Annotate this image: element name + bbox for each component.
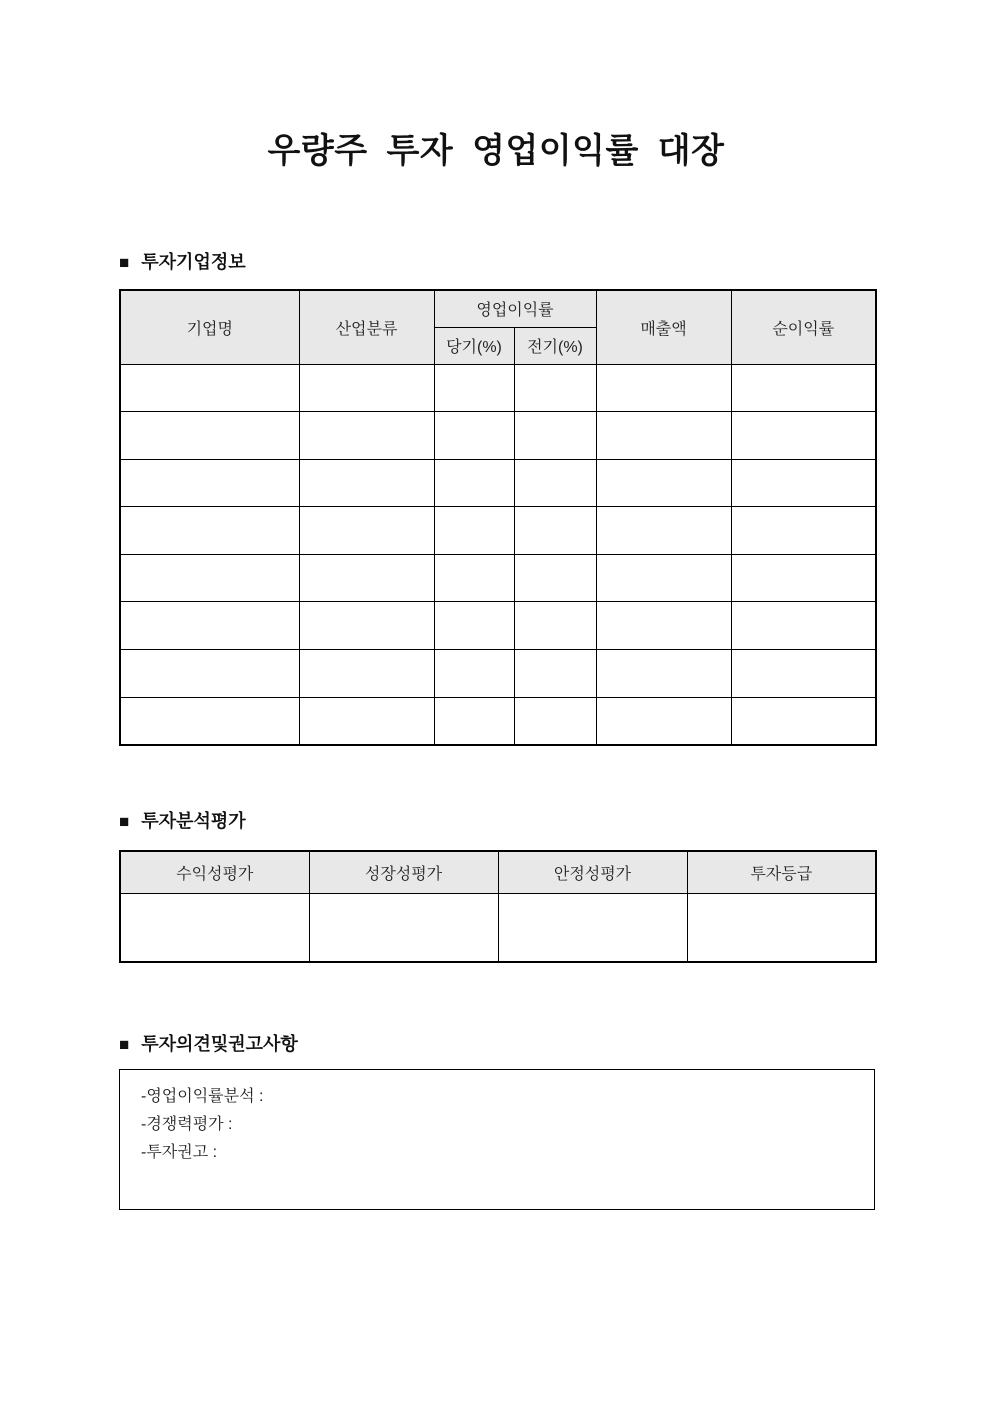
empty-cell — [596, 412, 731, 460]
header-row-top — [120, 290, 876, 327]
empty-cell — [596, 364, 731, 412]
empty-cell — [120, 602, 299, 650]
section-heading-company-info-label: 투자기업정보 — [141, 252, 246, 272]
empty-cell — [514, 459, 596, 507]
empty-cell — [299, 554, 434, 602]
empty-cell — [299, 507, 434, 555]
empty-cell — [299, 459, 434, 507]
column-header-growth: 성장성평가 — [309, 851, 498, 893]
empty-cell — [514, 697, 596, 745]
column-header-industry: 산업분류 — [299, 290, 434, 364]
empty-cell — [731, 459, 876, 507]
empty-cell — [434, 507, 514, 555]
empty-cell — [120, 554, 299, 602]
empty-cell — [514, 364, 596, 412]
empty-cell — [309, 893, 498, 962]
document-title: 우량주 투자 영업이익률 대장 — [267, 132, 725, 170]
empty-cell — [120, 459, 299, 507]
empty-cell — [434, 650, 514, 698]
empty-cell — [434, 554, 514, 602]
empty-cell — [120, 507, 299, 555]
company-info-table-body — [120, 364, 876, 745]
empty-cell — [120, 364, 299, 412]
section-heading-opinion — [119, 1033, 298, 1055]
opinion-line-investment-recommendation: -투자권고 : — [141, 1144, 218, 1161]
table-row — [120, 697, 876, 745]
section-heading-analysis — [119, 810, 246, 832]
empty-cell — [596, 650, 731, 698]
header-row — [120, 851, 876, 893]
analysis-table-body — [120, 893, 876, 962]
empty-cell — [514, 507, 596, 555]
empty-cell — [498, 893, 687, 962]
section-heading-company-info — [119, 251, 246, 273]
empty-cell — [434, 602, 514, 650]
empty-cell — [299, 364, 434, 412]
column-header-stability: 안정성평가 — [498, 851, 687, 893]
section-heading-opinion-label: 투자의견및권고사항 — [141, 1034, 298, 1054]
empty-cell — [596, 459, 731, 507]
column-header-company-name: 기업명 — [120, 290, 299, 364]
column-header-current-period: 당기(%) — [434, 327, 514, 364]
square-bullet-icon: ■ — [119, 811, 130, 831]
opinion-box — [119, 1069, 875, 1210]
empty-cell — [120, 893, 309, 962]
empty-cell — [434, 364, 514, 412]
opinion-line-competitiveness-evaluation: -경쟁력평가 : — [141, 1116, 233, 1133]
empty-cell — [596, 602, 731, 650]
empty-cell — [299, 697, 434, 745]
empty-cell — [514, 602, 596, 650]
table-row — [120, 602, 876, 650]
empty-cell — [120, 650, 299, 698]
column-header-investment-grade: 투자등급 — [687, 851, 876, 893]
empty-cell — [299, 412, 434, 460]
company-info-table — [119, 289, 877, 746]
analysis-table-header — [120, 851, 876, 893]
table-row — [120, 364, 876, 412]
empty-cell — [596, 554, 731, 602]
table-row — [120, 507, 876, 555]
table-row — [120, 893, 876, 962]
empty-cell — [434, 697, 514, 745]
column-header-net-margin: 순이익률 — [731, 290, 876, 364]
opinion-line-operating-margin-analysis: -영업이익률분석 : — [141, 1088, 264, 1105]
empty-cell — [731, 650, 876, 698]
empty-cell — [299, 602, 434, 650]
empty-cell — [687, 893, 876, 962]
empty-cell — [514, 554, 596, 602]
section-heading-analysis-label: 투자분석평가 — [141, 811, 246, 831]
empty-cell — [596, 697, 731, 745]
column-header-operating-margin-group: 영업이익률 — [434, 290, 596, 327]
table-row — [120, 459, 876, 507]
empty-cell — [731, 507, 876, 555]
empty-cell — [434, 459, 514, 507]
empty-cell — [731, 697, 876, 745]
empty-cell — [731, 364, 876, 412]
empty-cell — [596, 507, 731, 555]
empty-cell — [120, 412, 299, 460]
empty-cell — [731, 602, 876, 650]
empty-cell — [514, 412, 596, 460]
square-bullet-icon: ■ — [119, 252, 130, 272]
table-row — [120, 412, 876, 460]
company-info-table-header — [120, 290, 876, 364]
column-header-revenue: 매출액 — [596, 290, 731, 364]
empty-cell — [731, 554, 876, 602]
empty-cell — [514, 650, 596, 698]
analysis-table — [119, 850, 877, 963]
empty-cell — [434, 412, 514, 460]
empty-cell — [731, 412, 876, 460]
table-row — [120, 650, 876, 698]
square-bullet-icon: ■ — [119, 1034, 130, 1054]
column-header-previous-period: 전기(%) — [514, 327, 596, 364]
empty-cell — [299, 650, 434, 698]
column-header-profitability: 수익성평가 — [120, 851, 309, 893]
table-row — [120, 554, 876, 602]
empty-cell — [120, 697, 299, 745]
